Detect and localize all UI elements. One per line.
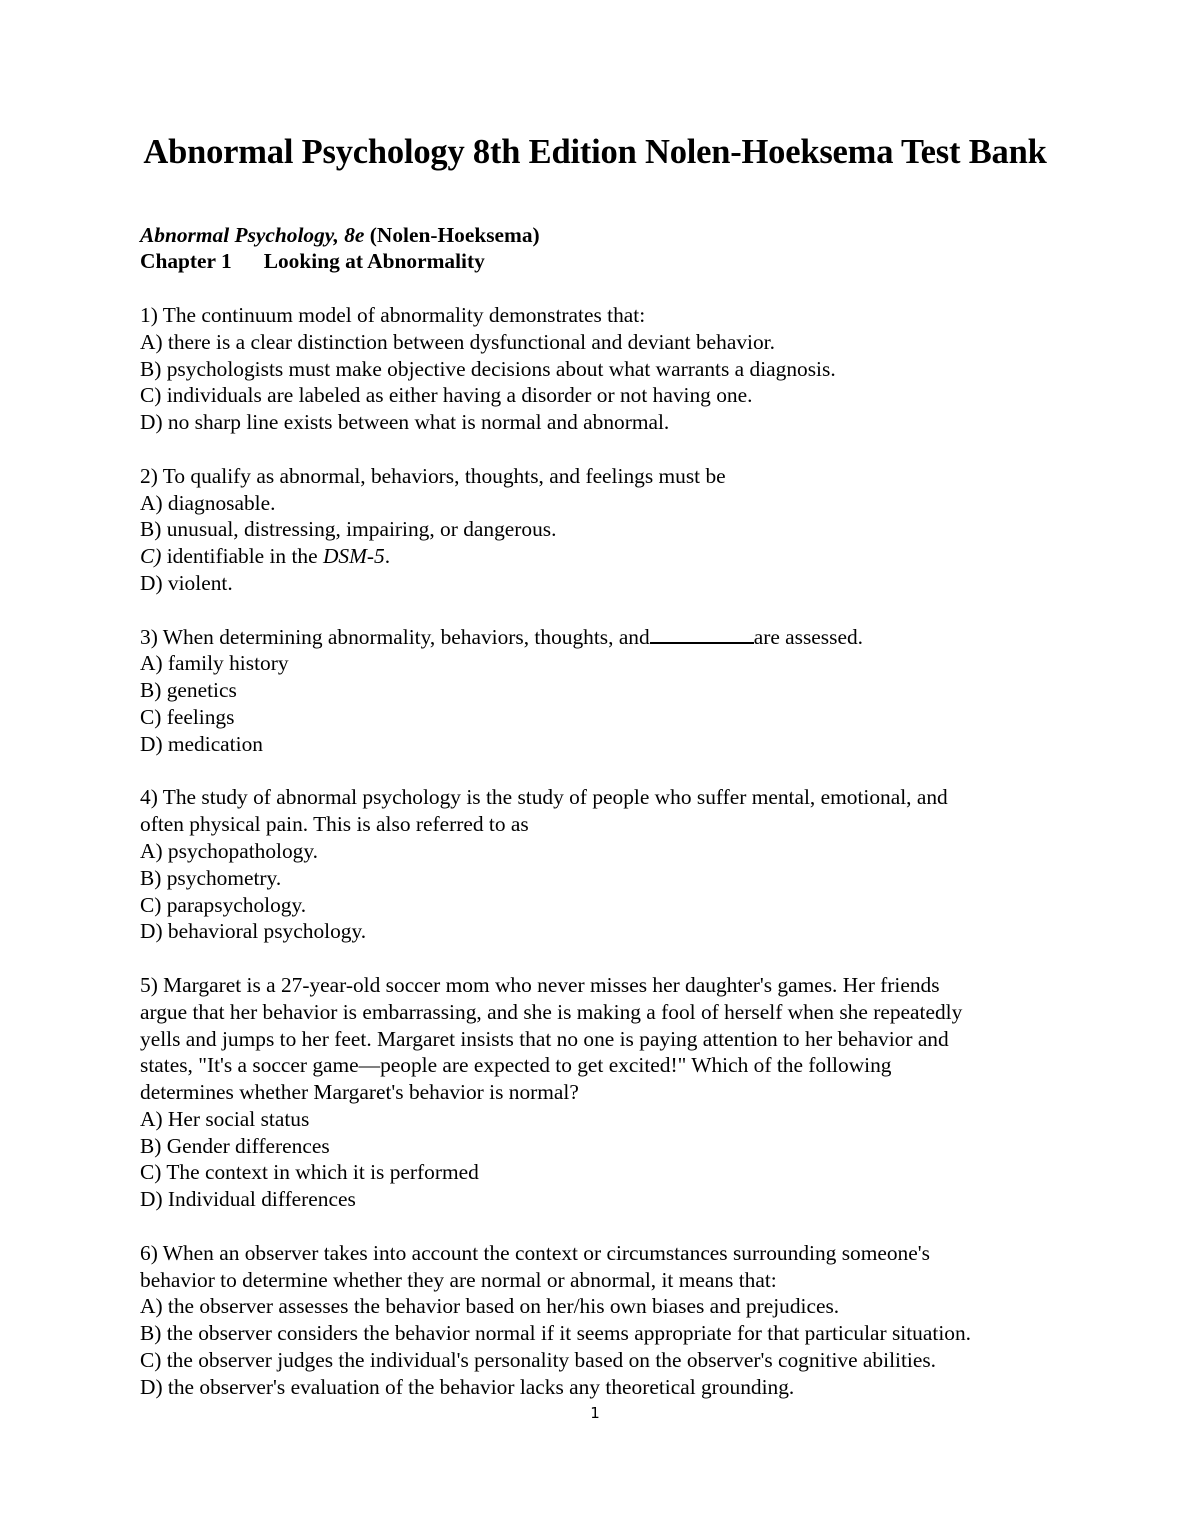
question-stem: 2) To qualify as abnormal, behaviors, thoughts, and feelings must be — [140, 463, 726, 488]
answer-option: C) individuals are labeled as either having a disorder or not having one. — [140, 383, 753, 408]
answer-option: B) genetics — [140, 678, 237, 703]
answer-option: B) Gender differences — [140, 1133, 330, 1158]
question-1 — [140, 302, 1140, 436]
answer-option: A) family history — [140, 651, 289, 676]
question-stem: states, "It's a soccer game—people are expected to get excited!" Which of the following — [140, 1053, 892, 1078]
question-stem: 1) The continuum model of abnormality demonstrates that: — [140, 302, 646, 327]
document-title: Abnormal Psychology 8th Edition Nolen-Hoeksema Test Bank — [143, 133, 1047, 171]
answer-option: D) behavioral psychology. — [140, 919, 367, 944]
answer-option: B) psychologists must make objective decisions about what warrants a diagnosis. — [140, 356, 836, 381]
book-title: Abnormal Psychology, 8e — [140, 222, 365, 247]
answer-option: A) Her social status — [140, 1106, 310, 1131]
option-suffix: . — [384, 544, 391, 569]
chapter-title: Looking at Abnormality — [263, 249, 485, 274]
chapter-label: Chapter 1 — [140, 249, 232, 274]
answer-option: D) medication — [140, 731, 263, 756]
question-stem: behavior to determine whether they are normal or abnormal, it means that: — [140, 1267, 777, 1292]
question-2 — [140, 463, 1140, 597]
page-number: 1 — [590, 1404, 600, 1422]
question-stem: often physical pain. This is also referred to as — [140, 812, 529, 837]
option-text: identifiable in the — [161, 544, 323, 569]
answer-option: D) violent. — [140, 570, 233, 595]
option-prefix: C) — [140, 544, 162, 569]
answer-option: D) the observer's evaluation of the behavior lacks any theoretical grounding. — [140, 1374, 795, 1399]
stem-text: 3) When determining abnormality, behaviors, thoughts, and — [140, 624, 650, 649]
answer-option: C) parapsychology. — [140, 892, 307, 917]
answer-option: C) The context in which it is performed — [140, 1160, 479, 1185]
stem-text: are assessed. — [753, 624, 863, 649]
answer-option: C) the observer judges the individual's personality based on the observer's cognitive abilities. — [140, 1348, 937, 1373]
answer-option: A) diagnosable. — [140, 490, 276, 515]
answer-option — [140, 543, 1140, 570]
question-3 — [140, 624, 1140, 758]
fill-in-blank — [650, 624, 754, 644]
question-stem: 4) The study of abnormal psychology is the study of people who suffer mental, emotional, and — [140, 785, 948, 810]
answer-option: A) the observer assesses the behavior based on her/his own biases and prejudices. — [140, 1294, 840, 1319]
option-emphasis: DSM-5 — [322, 544, 385, 569]
document-body — [140, 222, 1140, 1401]
answer-option: B) the observer considers the behavior normal if it seems appropriate for that particular situation. — [140, 1321, 971, 1346]
answer-option: C) feelings — [140, 704, 235, 729]
answer-option: D) Individual differences — [140, 1187, 356, 1212]
chapter-heading — [140, 248, 1140, 275]
answer-option: D) no sharp line exists between what is normal and abnormal. — [140, 410, 670, 435]
question-4 — [140, 784, 1140, 945]
question-5 — [140, 972, 1140, 1213]
answer-option: A) there is a clear distinction between dysfunctional and deviant behavior. — [140, 329, 775, 354]
question-stem: argue that her behavior is embarrassing, and she is making a fool of herself when she repeatedly — [140, 999, 963, 1024]
answer-option: B) unusual, distressing, impairing, or dangerous. — [140, 517, 557, 542]
question-stem: 5) Margaret is a 27-year-old soccer mom who never misses her daughter's games. Her friends — [140, 972, 940, 997]
question-6 — [140, 1240, 1140, 1401]
question-stem: 6) When an observer takes into account the context or circumstances surrounding someone's — [140, 1240, 930, 1265]
answer-option: A) psychopathology. — [140, 838, 319, 863]
question-stem: determines whether Margaret's behavior is normal? — [140, 1080, 579, 1105]
book-header — [140, 222, 1140, 249]
question-stem: yells and jumps to her feet. Margaret insists that no one is paying attention to her behavior and — [140, 1026, 949, 1051]
answer-option: B) psychometry. — [140, 865, 282, 890]
question-stem — [140, 624, 1140, 651]
book-author: (Nolen-Hoeksema) — [369, 222, 540, 247]
